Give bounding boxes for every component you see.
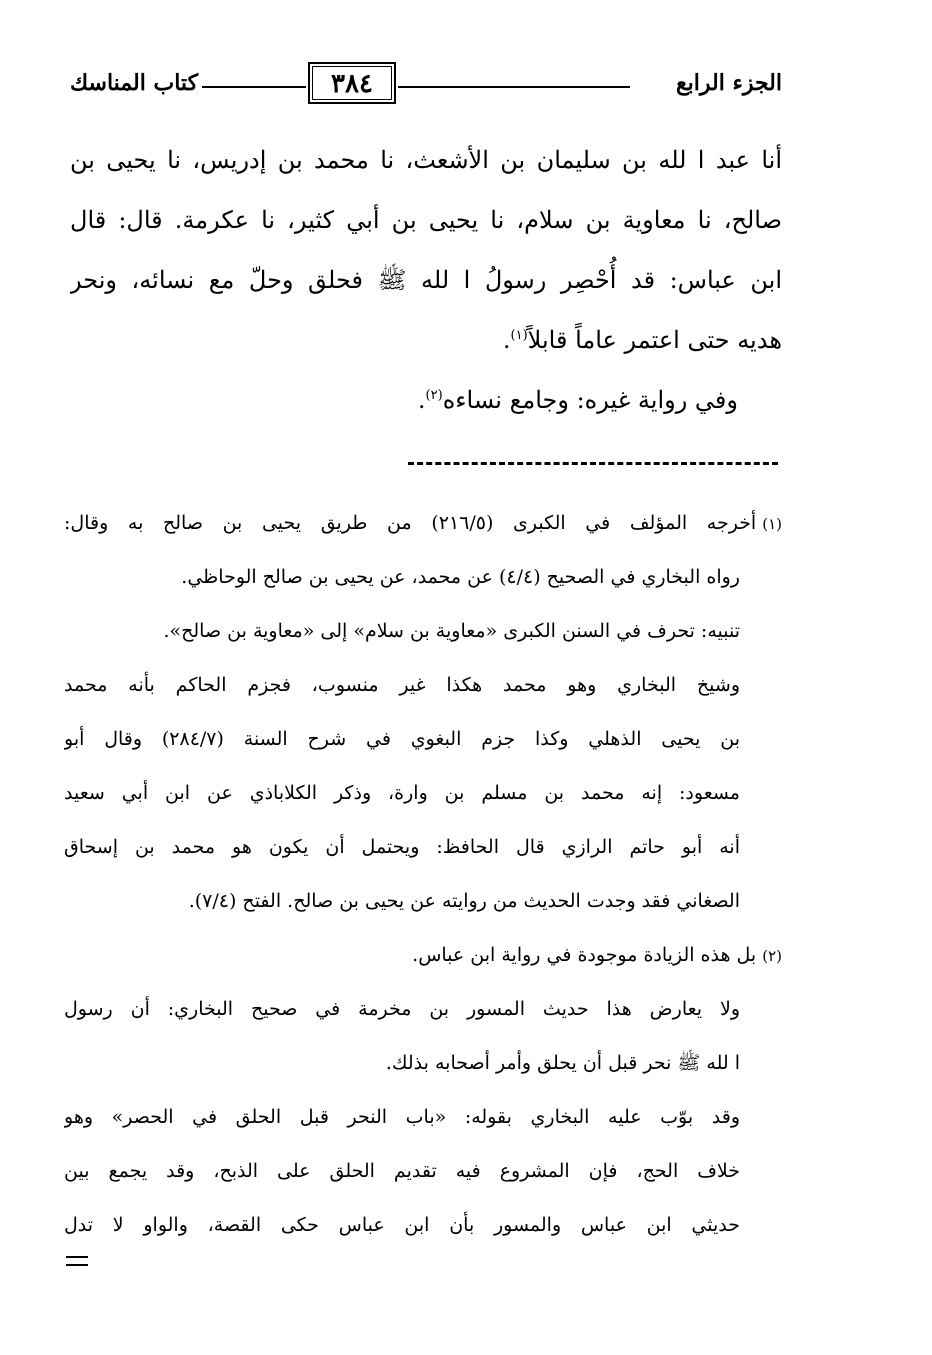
footnote-1-line-5: بن يحيى الذهلي وكذا جزم البغوي في شرح السنة (٢٨٤/٧) وقال أبو xyxy=(64,728,740,750)
footnote-2-line-6: حديثي ابن عباس والمسور بأن ابن عباس حكى القصة، والواو لا تدل xyxy=(64,1214,740,1236)
main-line-4 xyxy=(70,310,782,370)
main-line-3: ابن عباس: قد أُحْصِر رسولُ ا لله ﷺ فحلق وحلّ مع نسائه، ونحر xyxy=(70,266,782,294)
footnote-1-text: أخرجه المؤلف في الكبرى (٢١٦/٥) من طريق يحيى بن صالح به وقال: xyxy=(64,512,757,534)
footnote-ref-2: (٢) xyxy=(425,388,443,403)
footnote-2-line-1 xyxy=(64,928,782,982)
main-paragraph-2-text: وفي رواية غيره: وجامع نساءه xyxy=(442,386,738,414)
footnote-1-line-8: الصغاني فقد وجدت الحديث من روايته عن يحيى بن صالح. الفتح (٧/٤). xyxy=(188,890,740,912)
main-text xyxy=(70,130,782,430)
main-line-1: أنا عبد ا لله بن سليمان بن الأشعث، نا محمد بن إدريس، نا يحيى بن xyxy=(70,146,782,174)
main-paragraph-2-end: . xyxy=(417,386,426,414)
footnote-1-line-3: تنبيه: تحرف في السنن الكبرى «معاوية بن سلام» إلى «معاوية بن صالح». xyxy=(163,620,740,642)
page-number: ٣٨٤ xyxy=(308,62,396,104)
section-title: كتاب المناسك xyxy=(70,70,199,96)
footnote-1-line-1 xyxy=(64,496,782,550)
continuation-mark xyxy=(66,1256,88,1266)
footnote-1-line-6: مسعود: إنه محمد بن مسلم بن وارة، وذكر الكلاباذي عن ابن أبي سعيد xyxy=(64,782,740,804)
main-line-2: صالح، نا معاوية بن سلام، نا يحيى بن أبي كثير، نا عكرمة. قال: قال xyxy=(70,206,782,234)
header-rule-right xyxy=(398,86,630,88)
footnotes xyxy=(64,496,782,1252)
footnote-separator xyxy=(408,462,778,465)
footnote-2-line-4: وقد بوّب عليه البخاري بقوله: «باب النحر قبل الحلق في الحصر» وهو xyxy=(64,1106,740,1128)
footnote-2-line-5: خلاف الحج، فإن المشروع فيه تقديم الحلق على الذبح، وقد يجمع بين xyxy=(64,1160,740,1182)
main-line-4-end: . xyxy=(502,326,511,354)
footnote-ref-1: (١) xyxy=(510,328,528,343)
footnote-2-text: بل هذه الزيادة موجودة في رواية ابن عباس. xyxy=(412,944,757,966)
header-rule-left xyxy=(202,86,306,88)
page-header xyxy=(70,62,782,112)
footnote-2-number: (٢) xyxy=(762,947,782,965)
main-line-4-text: هديه حتى اعتمر عاماً قابلاً xyxy=(527,326,782,354)
volume-title: الجزء الرابع xyxy=(675,70,782,96)
footnote-1-number: (١) xyxy=(762,515,782,533)
main-paragraph-2 xyxy=(70,370,782,430)
footnote-1-line-4: وشيخ البخاري وهو محمد هكذا غير منسوب، فجزم الحاكم بأنه محمد xyxy=(64,674,740,696)
footnote-1-line-2: رواه البخاري في الصحيح (٤/٤) عن محمد، عن يحيى بن صالح الوحاظي. xyxy=(181,566,740,588)
footnote-2-line-2: ولا يعارض هذا حديث المسور بن مخرمة في صحيح البخاري: أن رسول xyxy=(64,998,740,1020)
footnote-2-line-3: ا لله ﷺ نحر قبل أن يحلق وأمر أصحابه بذلك. xyxy=(385,1052,740,1074)
footnote-1-line-7: أنه أبو حاتم الرازي قال الحافظ: ويحتمل أن يكون هو محمد بن إسحاق xyxy=(64,836,740,858)
